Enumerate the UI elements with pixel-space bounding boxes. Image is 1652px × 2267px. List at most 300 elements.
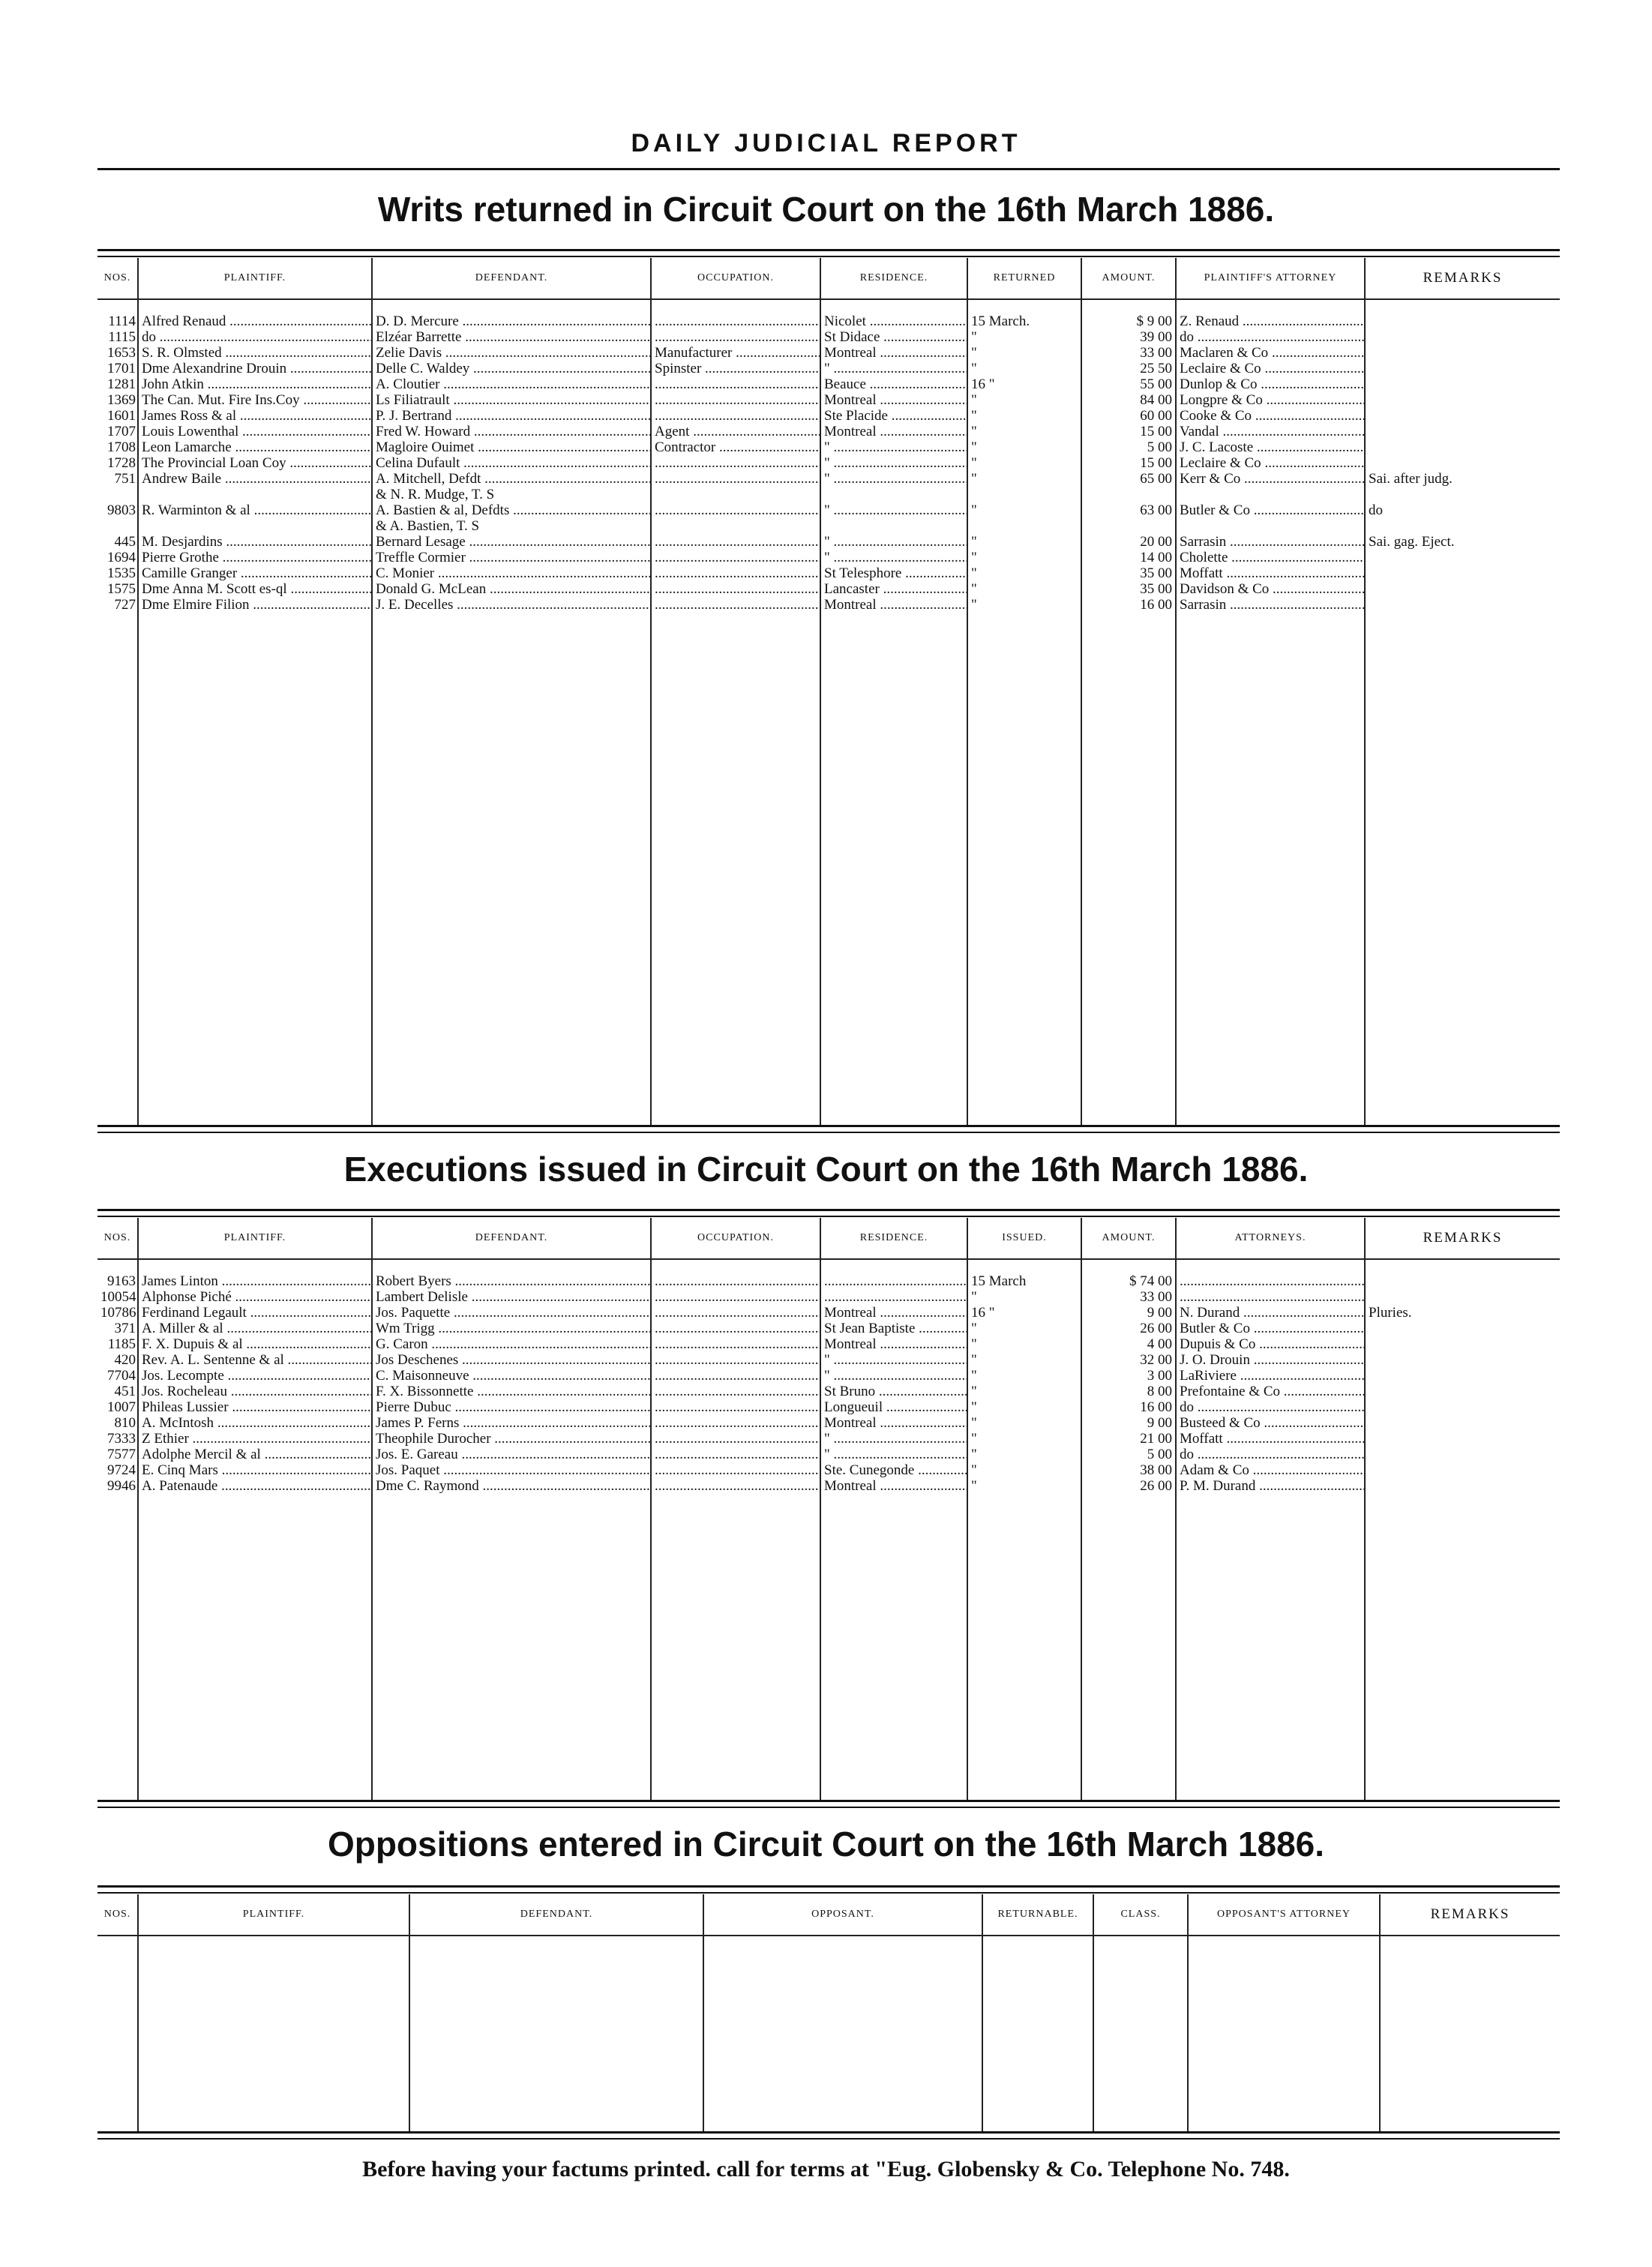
- cell-returned: 16 ": [967, 376, 1081, 392]
- cell-returned: ": [967, 581, 1081, 597]
- cell-residence: [820, 487, 967, 502]
- cell-attorney: Kerr & Co .....: [1176, 471, 1365, 487]
- cell-plaintiff: Dme Alexandrine Drouin .....: [138, 361, 372, 376]
- cell-defendant: Magloire Ouimet .....: [372, 439, 651, 455]
- cell-defendant: J. E. Decelles .....: [372, 597, 651, 613]
- cell-defendant: Fred W. Howard .....: [372, 424, 651, 439]
- table-row: [97, 361, 1560, 376]
- table-row: [97, 1431, 1560, 1447]
- cell-defendant: Zelie Davis .....: [372, 345, 651, 361]
- masthead-rule: [97, 168, 1560, 170]
- cell-attorney: do .....: [1176, 329, 1365, 345]
- cell-remarks: [1365, 1368, 1560, 1384]
- cell-occupation: [651, 1352, 820, 1368]
- cell-residence: Montreal .....: [820, 345, 967, 361]
- cell-remarks: [1365, 455, 1560, 471]
- cell-attorney: do .....: [1176, 1447, 1365, 1462]
- cell-occupation: [651, 1305, 820, 1321]
- column-header: DEFENDANT.: [409, 1894, 703, 1936]
- cell-returned: ": [967, 408, 1081, 424]
- cell-defendant: Delle C. Waldey .....: [372, 361, 651, 376]
- cell-plaintiff: Jos. Rocheleau .....: [138, 1384, 372, 1399]
- cell-occupation: [651, 1289, 820, 1305]
- cell-attorney: N. Durand .....: [1176, 1305, 1365, 1321]
- cell-no: 1601: [107, 408, 136, 424]
- table-row: [97, 313, 1560, 329]
- writs-bottom-rule: [97, 1125, 1560, 1133]
- cell-occupation: [651, 471, 820, 487]
- cell-returned: ": [967, 550, 1081, 565]
- cell-attorney: Sarrasin .....: [1176, 534, 1365, 550]
- cell-occupation: Manufacturer .....: [651, 345, 820, 361]
- column-header: REMARKS: [1365, 1218, 1560, 1259]
- cell-no: 371: [114, 1321, 136, 1336]
- cell-plaintiff: James Linton .....: [138, 1273, 372, 1289]
- cell-residence: [820, 1273, 967, 1289]
- cell-attorney: J. O. Drouin .....: [1176, 1352, 1365, 1368]
- table-row: [97, 439, 1560, 455]
- cell-occupation: [651, 597, 820, 613]
- cell-amount: 26 00: [1081, 1478, 1176, 1494]
- cell-attorney: Busteed & Co .....: [1176, 1415, 1365, 1431]
- cell-returned: ": [967, 502, 1081, 518]
- cell-defendant: A. Mitchell, Defdt .....: [372, 471, 651, 487]
- cell-issued: 15 March: [967, 1273, 1081, 1289]
- cell-residence: " .....: [820, 455, 967, 471]
- cell-attorney: P. M. Durand .....: [1176, 1478, 1365, 1494]
- cell-remarks: [1365, 408, 1560, 424]
- cell-plaintiff: Phileas Lussier .....: [138, 1399, 372, 1415]
- table-row: [97, 455, 1560, 471]
- cell-no: 1653: [107, 345, 136, 361]
- cell-occupation: [651, 502, 820, 518]
- cell-defendant: Lambert Delisle .....: [372, 1289, 651, 1305]
- cell-remarks: [1365, 1431, 1560, 1447]
- cell-remarks: [1365, 1447, 1560, 1462]
- cell-residence: Montreal .....: [820, 597, 967, 613]
- cell-plaintiff: Andrew Baile .....: [138, 471, 372, 487]
- cell-plaintiff: A. Patenaude .....: [138, 1478, 372, 1494]
- cell-amount: 35 00: [1081, 565, 1176, 581]
- cell-no: 1007: [107, 1399, 136, 1415]
- cell-remarks: [1365, 376, 1560, 392]
- cell-remarks: [1365, 1273, 1560, 1289]
- cell-residence: St Didace .....: [820, 329, 967, 345]
- cell-plaintiff: Leon Lamarche .....: [138, 439, 372, 455]
- cell-plaintiff: The Can. Mut. Fire Ins.Coy .....: [138, 392, 372, 408]
- cell-defendant: Jos. E. Gareau .....: [372, 1447, 651, 1462]
- cell-amount: 63 00: [1081, 502, 1176, 518]
- cell-remarks: [1365, 597, 1560, 613]
- cell-residence: " .....: [820, 1352, 967, 1368]
- cell-no: 7704: [107, 1368, 136, 1384]
- cell-residence: Montreal .....: [820, 392, 967, 408]
- cell-no: 1694: [107, 550, 136, 565]
- cell-occupation: [651, 1336, 820, 1352]
- cell-residence: " .....: [820, 471, 967, 487]
- cell-occupation: [651, 1431, 820, 1447]
- footer-advertisement: Before having your factums printed. call for terms at "Eug. Globensky & Co. Telephone No. 748.: [362, 2157, 1290, 2182]
- cell-no: 10786: [100, 1305, 136, 1321]
- cell-residence: " .....: [820, 439, 967, 455]
- cell-occupation: [651, 1273, 820, 1289]
- cell-residence: " .....: [820, 534, 967, 550]
- table-row: [97, 1273, 1560, 1289]
- cell-residence: " .....: [820, 502, 967, 518]
- cell-returned: ": [967, 329, 1081, 345]
- cell-occupation: [651, 1399, 820, 1415]
- oppositions-top-rule: [97, 1885, 1560, 1894]
- cell-remarks: [1365, 1289, 1560, 1305]
- cell-returned: ": [967, 424, 1081, 439]
- cell-plaintiff: Alfred Renaud .....: [138, 313, 372, 329]
- cell-no: 1369: [107, 392, 136, 408]
- column-header: DEFENDANT.: [372, 258, 651, 299]
- cell-no: 420: [114, 1352, 136, 1368]
- cell-attorney: [1176, 1289, 1365, 1305]
- cell-defendant: James P. Ferns .....: [372, 1415, 651, 1431]
- writs-table: [97, 258, 1560, 1125]
- table-row: [97, 424, 1560, 439]
- table-row: [97, 1321, 1560, 1336]
- cell-residence: Ste Placide .....: [820, 408, 967, 424]
- executions-top-rule: [97, 1209, 1560, 1217]
- cell-defendant: Elzéar Barrette .....: [372, 329, 651, 345]
- cell-remarks: [1365, 439, 1560, 455]
- oppositions-bottom-rule: [97, 2131, 1560, 2140]
- cell-attorney: Sarrasin .....: [1176, 597, 1365, 613]
- cell-amount: 9 00: [1081, 1415, 1176, 1431]
- table-row: [97, 1368, 1560, 1384]
- cell-attorney: Butler & Co .....: [1176, 502, 1365, 518]
- cell-plaintiff: do .....: [138, 329, 372, 345]
- cell-remarks: [1365, 565, 1560, 581]
- cell-issued: 16 ": [967, 1305, 1081, 1321]
- cell-returned: ": [967, 392, 1081, 408]
- cell-residence: Longueuil .....: [820, 1399, 967, 1415]
- cell-no: 9803: [107, 502, 136, 518]
- cell-returned: ": [967, 345, 1081, 361]
- cell-amount: 8 00: [1081, 1384, 1176, 1399]
- cell-amount: 16 00: [1081, 1399, 1176, 1415]
- cell-remarks: [1365, 518, 1560, 534]
- cell-defendant: Jos. Paquet .....: [372, 1462, 651, 1478]
- cell-residence: " .....: [820, 361, 967, 376]
- cell-issued: ": [967, 1321, 1081, 1336]
- cell-attorney: Cooke & Co .....: [1176, 408, 1365, 424]
- cell-returned: ": [967, 455, 1081, 471]
- cell-remarks: [1365, 1336, 1560, 1352]
- cell-residence: Nicolet .....: [820, 313, 967, 329]
- cell-occupation: [651, 1321, 820, 1336]
- cell-amount: 20 00: [1081, 534, 1176, 550]
- column-header: PLAINTIFF.: [138, 1894, 409, 1936]
- cell-plaintiff: Dme Elmire Filion .....: [138, 597, 372, 613]
- cell-remarks: Pluries.: [1365, 1305, 1560, 1321]
- table-row: [97, 345, 1560, 361]
- cell-amount: 16 00: [1081, 597, 1176, 613]
- cell-remarks: do: [1365, 502, 1560, 518]
- cell-remarks: Sai. after judg.: [1365, 471, 1560, 487]
- table-row: [97, 502, 1560, 518]
- cell-defendant: Ls Filiatrault .....: [372, 392, 651, 408]
- cell-returned: ": [967, 439, 1081, 455]
- cell-no: 1185: [107, 1336, 136, 1352]
- cell-residence: St Bruno .....: [820, 1384, 967, 1399]
- table-row: [97, 392, 1560, 408]
- cell-no: 9724: [107, 1462, 136, 1478]
- cell-issued: ": [967, 1352, 1081, 1368]
- cell-no: [97, 518, 138, 534]
- cell-occupation: [651, 518, 820, 534]
- cell-attorney: Leclaire & Co .....: [1176, 361, 1365, 376]
- cell-defendant: Robert Byers .....: [372, 1273, 651, 1289]
- cell-plaintiff: F. X. Dupuis & al .....: [138, 1336, 372, 1352]
- cell-occupation: [651, 313, 820, 329]
- cell-amount: 5 00: [1081, 439, 1176, 455]
- cell-remarks: [1365, 1399, 1560, 1415]
- column-header: ATTORNEYS.: [1176, 1218, 1365, 1259]
- cell-attorney: Adam & Co .....: [1176, 1462, 1365, 1478]
- cell-defendant: Bernard Lesage .....: [372, 534, 651, 550]
- cell-amount: 15 00: [1081, 455, 1176, 471]
- executions-table: [97, 1218, 1560, 1800]
- cell-attorney: [1176, 518, 1365, 534]
- cell-amount: 3 00: [1081, 1368, 1176, 1384]
- cell-plaintiff: James Ross & al .....: [138, 408, 372, 424]
- cell-remarks: [1365, 313, 1560, 329]
- column-header: NOS.: [97, 258, 138, 299]
- cell-remarks: [1365, 581, 1560, 597]
- cell-amount: 65 00: [1081, 471, 1176, 487]
- cell-returned: [967, 487, 1081, 502]
- cell-defendant: C. Maisonneuve .....: [372, 1368, 651, 1384]
- table-row: [97, 1336, 1560, 1352]
- cell-plaintiff: Jos. Lecompte .....: [138, 1368, 372, 1384]
- cell-occupation: [651, 1384, 820, 1399]
- cell-no: 1708: [107, 439, 136, 455]
- column-header: PLAINTIFF'S ATTORNEY: [1176, 258, 1365, 299]
- writs-title: Writs returned in Circuit Court on the 16th March 1886.: [377, 190, 1275, 229]
- oppositions-table: [97, 1894, 1560, 2131]
- column-header: CLASS.: [1093, 1894, 1188, 1936]
- table-row: [97, 376, 1560, 392]
- cell-amount: 84 00: [1081, 392, 1176, 408]
- cell-defendant: Treffle Cormier .....: [372, 550, 651, 565]
- cell-no: 1728: [107, 455, 136, 471]
- cell-plaintiff: M. Desjardins .....: [138, 534, 372, 550]
- table-row: [97, 518, 1560, 534]
- cell-occupation: [651, 1447, 820, 1462]
- cell-amount: 21 00: [1081, 1431, 1176, 1447]
- cell-remarks: [1365, 329, 1560, 345]
- cell-no: 1535: [107, 565, 136, 581]
- cell-amount: 14 00: [1081, 550, 1176, 565]
- cell-attorney: [1176, 1273, 1365, 1289]
- cell-defendant: & A. Bastien, T. S: [372, 518, 651, 534]
- table-row: [97, 1462, 1560, 1478]
- cell-attorney: [1176, 487, 1365, 502]
- cell-no: 7333: [107, 1431, 136, 1447]
- column-header: AMOUNT.: [1081, 1218, 1176, 1259]
- cell-attorney: Cholette .....: [1176, 550, 1365, 565]
- table-row: [97, 534, 1560, 550]
- cell-occupation: [651, 1462, 820, 1478]
- executions-bottom-rule: [97, 1800, 1560, 1808]
- column-header: ISSUED.: [967, 1218, 1081, 1259]
- cell-issued: ": [967, 1478, 1081, 1494]
- cell-residence: " .....: [820, 550, 967, 565]
- column-header: NOS.: [97, 1894, 138, 1936]
- cell-no: 451: [114, 1384, 136, 1399]
- column-header: RETURNABLE.: [982, 1894, 1093, 1936]
- cell-occupation: [651, 1368, 820, 1384]
- cell-no: 1701: [107, 361, 136, 376]
- cell-defendant: D. D. Mercure .....: [372, 313, 651, 329]
- cell-defendant: Pierre Dubuc .....: [372, 1399, 651, 1415]
- table-row: [97, 597, 1560, 613]
- cell-amount: 33 00: [1081, 345, 1176, 361]
- cell-plaintiff: Louis Lowenthal .....: [138, 424, 372, 439]
- cell-amount: $ 74 00: [1081, 1273, 1176, 1289]
- cell-residence: Montreal .....: [820, 424, 967, 439]
- column-header: OCCUPATION.: [651, 1218, 820, 1259]
- cell-residence: Ste. Cunegonde .....: [820, 1462, 967, 1478]
- cell-occupation: Spinster .....: [651, 361, 820, 376]
- cell-amount: $ 9 00: [1081, 313, 1176, 329]
- cell-issued: ": [967, 1368, 1081, 1384]
- cell-amount: 38 00: [1081, 1462, 1176, 1478]
- cell-attorney: Maclaren & Co .....: [1176, 345, 1365, 361]
- cell-defendant: F. X. Bissonnette .....: [372, 1384, 651, 1399]
- table-row: [97, 1289, 1560, 1305]
- cell-amount: 55 00: [1081, 376, 1176, 392]
- table-row: [97, 408, 1560, 424]
- cell-attorney: Moffatt .....: [1176, 565, 1365, 581]
- cell-plaintiff: Dme Anna M. Scott es-ql .....: [138, 581, 372, 597]
- table-row: [97, 329, 1560, 345]
- cell-occupation: [651, 534, 820, 550]
- cell-defendant: Jos. Paquette .....: [372, 1305, 651, 1321]
- cell-plaintiff: John Atkin .....: [138, 376, 372, 392]
- cell-occupation: [651, 565, 820, 581]
- cell-plaintiff: Adolphe Mercil & al .....: [138, 1447, 372, 1462]
- cell-no: 727: [114, 597, 136, 613]
- cell-amount: [1081, 518, 1176, 534]
- cell-occupation: [651, 1478, 820, 1494]
- cell-defendant: G. Caron .....: [372, 1336, 651, 1352]
- cell-remarks: [1365, 1478, 1560, 1494]
- cell-remarks: [1365, 392, 1560, 408]
- cell-attorney: Davidson & Co .....: [1176, 581, 1365, 597]
- cell-residence: Beauce .....: [820, 376, 967, 392]
- cell-plaintiff: Ferdinand Legault .....: [138, 1305, 372, 1321]
- cell-remarks: [1365, 1462, 1560, 1478]
- cell-occupation: Contractor .....: [651, 439, 820, 455]
- cell-plaintiff: S. R. Olmsted .....: [138, 345, 372, 361]
- column-header: REMARKS: [1380, 1894, 1560, 1936]
- cell-issued: ": [967, 1415, 1081, 1431]
- cell-returned: 15 March.: [967, 313, 1081, 329]
- cell-issued: ": [967, 1447, 1081, 1462]
- cell-defendant: P. J. Bertrand .....: [372, 408, 651, 424]
- cell-returned: ": [967, 361, 1081, 376]
- cell-defendant: Jos Deschenes .....: [372, 1352, 651, 1368]
- cell-occupation: Agent .....: [651, 424, 820, 439]
- cell-issued: ": [967, 1462, 1081, 1478]
- cell-occupation: [651, 1415, 820, 1431]
- cell-returned: ": [967, 565, 1081, 581]
- cell-amount: 33 00: [1081, 1289, 1176, 1305]
- cell-plaintiff: A. McIntosh .....: [138, 1415, 372, 1431]
- cell-residence: " .....: [820, 1431, 967, 1447]
- cell-attorney: J. C. Lacoste .....: [1176, 439, 1365, 455]
- cell-residence: " .....: [820, 1368, 967, 1384]
- table-row: [97, 1447, 1560, 1462]
- cell-issued: ": [967, 1384, 1081, 1399]
- cell-residence: [820, 1289, 967, 1305]
- cell-plaintiff: [138, 518, 372, 534]
- cell-residence: Montreal .....: [820, 1415, 967, 1431]
- cell-attorney: Vandal .....: [1176, 424, 1365, 439]
- cell-returned: [967, 518, 1081, 534]
- cell-plaintiff: E. Cinq Mars .....: [138, 1462, 372, 1478]
- cell-remarks: [1365, 424, 1560, 439]
- table-row: [97, 471, 1560, 487]
- cell-attorney: do .....: [1176, 1399, 1365, 1415]
- cell-remarks: [1365, 361, 1560, 376]
- cell-no: 445: [114, 534, 136, 550]
- cell-amount: 9 00: [1081, 1305, 1176, 1321]
- cell-defendant: & N. R. Mudge, T. S: [372, 487, 651, 502]
- cell-residence: [820, 518, 967, 534]
- cell-remarks: [1365, 1321, 1560, 1336]
- cell-issued: ": [967, 1336, 1081, 1352]
- cell-no: 751: [114, 471, 136, 487]
- column-header: OPPOSANT.: [703, 1894, 982, 1936]
- cell-attorney: Dunlop & Co .....: [1176, 376, 1365, 392]
- cell-remarks: [1365, 345, 1560, 361]
- oppositions-title: Oppositions entered in Circuit Court on the 16th March 1886.: [327, 1825, 1325, 1864]
- cell-attorney: Butler & Co .....: [1176, 1321, 1365, 1336]
- cell-no: 810: [114, 1415, 136, 1431]
- column-header: OCCUPATION.: [651, 258, 820, 299]
- cell-plaintiff: The Provincial Loan Coy .....: [138, 455, 372, 471]
- cell-returned: ": [967, 471, 1081, 487]
- cell-remarks: [1365, 1415, 1560, 1431]
- cell-occupation: [651, 392, 820, 408]
- cell-no: 9946: [107, 1478, 136, 1494]
- cell-remarks: [1365, 550, 1560, 565]
- cell-defendant: C. Monier .....: [372, 565, 651, 581]
- table-row: [97, 1305, 1560, 1321]
- executions-title: Executions issued in Circuit Court on the 16th March 1886.: [343, 1150, 1309, 1189]
- table-row: [97, 1415, 1560, 1431]
- table-row: [97, 565, 1560, 581]
- table-row: [97, 487, 1560, 502]
- cell-amount: 39 00: [1081, 329, 1176, 345]
- cell-issued: ": [967, 1431, 1081, 1447]
- table-row: [97, 1352, 1560, 1368]
- cell-residence: Lancaster .....: [820, 581, 967, 597]
- cell-no: 1281: [107, 376, 136, 392]
- cell-amount: [1081, 487, 1176, 502]
- cell-no: [97, 487, 138, 502]
- cell-residence: Montreal .....: [820, 1305, 967, 1321]
- cell-plaintiff: Rev. A. L. Sentenne & al .....: [138, 1352, 372, 1368]
- cell-defendant: Dme C. Raymond .....: [372, 1478, 651, 1494]
- cell-returned: ": [967, 534, 1081, 550]
